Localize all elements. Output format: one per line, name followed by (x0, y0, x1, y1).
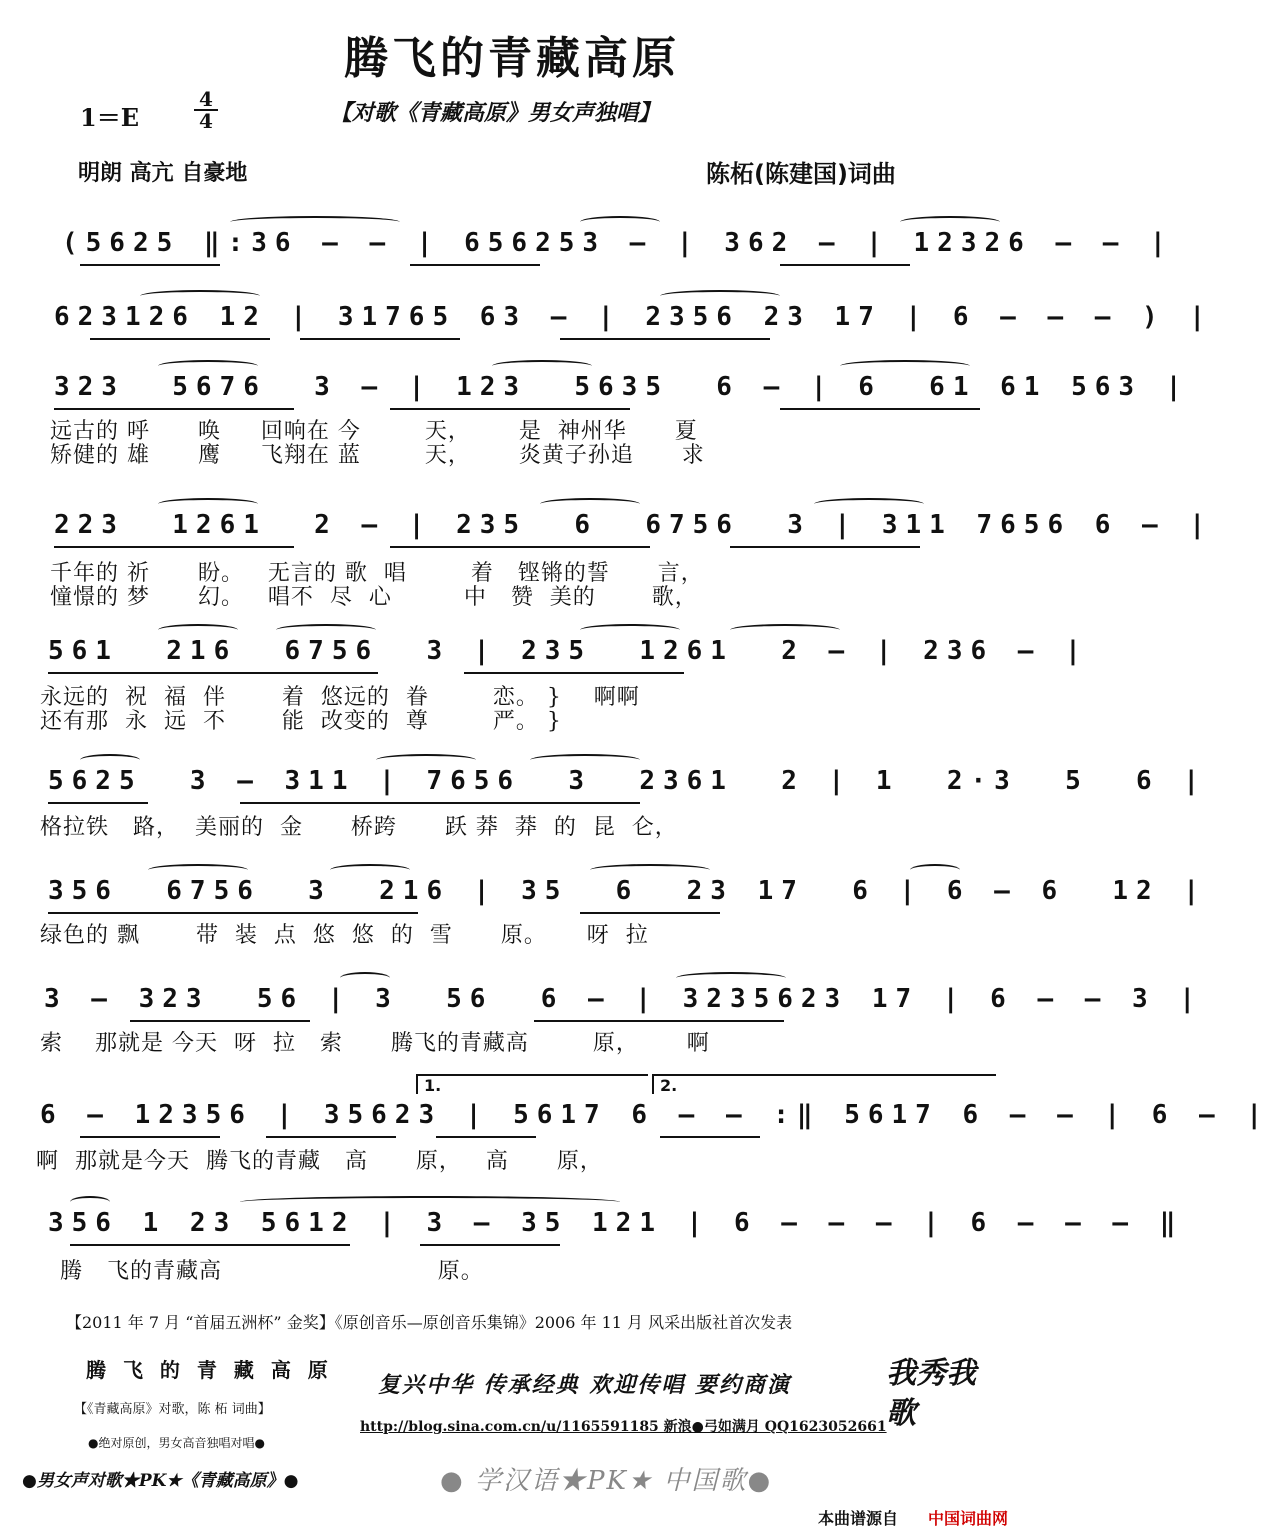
first-ending-bracket: 1. (416, 1074, 648, 1094)
beam-underline (730, 546, 920, 548)
tie-arc (158, 498, 258, 510)
tie-arc (900, 216, 1000, 228)
notation-line: 3 — 323 56 | 3 56 6 — | 3235623 17 | 6 — — 3 | (44, 984, 1204, 1014)
beam-underline (90, 338, 270, 340)
beam-underline (390, 408, 630, 410)
tie-arc (80, 754, 140, 766)
beam-underline (70, 1244, 350, 1246)
stamp-subtitle: 【《青藏高原》对歌，陈 柘 词曲】 (74, 1402, 271, 1417)
time-signature (192, 87, 220, 133)
tie-arc (676, 972, 786, 984)
tie-arc (158, 624, 238, 636)
beam-underline (240, 802, 640, 804)
beam-underline (130, 1020, 310, 1022)
tie-arc (376, 754, 476, 766)
signature-calligraphy: 我秀我歌 (886, 1356, 976, 1431)
beam-underline (420, 1244, 560, 1246)
notation-line: 356 1 23 5612 | 3 — 35 121 | 6 — — — | 6 — — — ‖ (48, 1208, 1184, 1238)
meter-top: 4 (199, 87, 213, 111)
meter-bottom: 4 (199, 109, 213, 133)
lyrics-verse-2: 矫健的 雄 鹰 飞翔在 蓝 天， 炎黄子孙追 求 (50, 443, 705, 468)
beam-underline (54, 408, 294, 410)
tempo-marking: 明朗 高亢 自豪地 (78, 161, 248, 186)
tie-arc (660, 290, 780, 302)
second-ending-bracket: 2. (652, 1074, 996, 1094)
notation-line: 623126 12 | 31765 63 — | 2356 23 17 | 6 — — — ) | (54, 302, 1214, 332)
lyrics-verse-2: 还有那 永 远 不 能 改变的 尊 严。 } (40, 709, 562, 734)
beam-underline (410, 264, 540, 266)
beam-underline (300, 338, 460, 340)
beam-underline (48, 672, 378, 674)
beam-underline (390, 546, 650, 548)
beam-underline (48, 802, 148, 804)
notation-line: 356 6756 3 216 | 35 6 23 17 6 | 6 — 6 12 | (48, 876, 1208, 906)
beam-underline (48, 912, 418, 914)
tie-arc (70, 1196, 110, 1208)
beam-underline (780, 264, 910, 266)
lyrics-verse-1: 啊 那就是今天 腾飞的青藏 高 原， 高 原， (36, 1149, 603, 1174)
tie-arc (276, 624, 376, 636)
tie-arc (840, 360, 970, 372)
bottom-banner-middle: ● 学汉语★PK★ 中国歌● (440, 1466, 773, 1496)
tie-arc (240, 1196, 620, 1208)
beam-underline (464, 672, 684, 674)
tie-arc (230, 216, 400, 228)
blog-link[interactable]: http://blog.sina.com.cn/u/1165591185 新浪●弓如满月 QQ1623052661 (360, 1419, 887, 1435)
award-publication-note: 【2011 年 7 月 “首届五洲杯” 金奖】《原创音乐—原创音乐集锦》2006 年 11 月 风采出版社首次发表 (66, 1313, 793, 1332)
tie-arc (492, 360, 592, 372)
beam-underline (54, 546, 294, 548)
song-subtitle: 【对歌《青藏高原》男女声独唱】 (330, 100, 661, 126)
notation-line: 5625 3 — 311 | 7656 3 2361 2 | 1 2·3 5 6 | (48, 766, 1208, 796)
beam-underline (80, 1136, 220, 1138)
beam-underline (660, 1136, 760, 1138)
tie-arc (590, 864, 710, 876)
stamp-note: ●绝对原创，男女高音独唱对唱● (88, 1436, 265, 1450)
tie-arc (814, 498, 924, 510)
tie-arc (140, 290, 260, 302)
source-label: 本曲谱源自 (818, 1509, 899, 1528)
beam-underline (580, 912, 720, 914)
notation-line: 561 216 6756 3 | 235 1261 2 — | 236 — | (48, 636, 1089, 666)
tie-arc (580, 624, 680, 636)
source-site-link[interactable]: 中国词曲网 (928, 1509, 1009, 1528)
lyrics-verse-1: 绿色的 飘 带 装 点 悠 悠 的 雪 原。 呀 拉 (40, 923, 649, 948)
notation-line: 323 5676 3 — | 123 5635 6 — | 6 61 61 563 | (54, 372, 1190, 402)
tie-arc (540, 498, 640, 510)
lyrics-verse-1: 永远的 祝 福 伴 着 悠远的 眷 恋。 } 啊啊 (40, 685, 640, 710)
lyrics-verse-2: 憧憬的 梦 幻。 唱不 尽 心 中 赞 美的 歌， (50, 585, 698, 610)
lyrics-verse-1: 格拉铁 路， 美丽的 金 桥跨 跃 莽 莽 的 昆 仑， (40, 815, 678, 840)
beam-underline (266, 1136, 396, 1138)
beam-underline (780, 408, 980, 410)
notation-line: 223 1261 2 — | 235 6 6756 3 | 311 7656 6 — | (54, 510, 1214, 540)
key-signature: 1＝E (80, 103, 139, 132)
song-title: 腾飞的青藏高原 (344, 33, 680, 84)
bottom-banner-left: ●男女声对歌★PK★《青藏高原》● (22, 1471, 299, 1491)
lyrics-verse-1: 千年的 祈 盼。 无言的 歌 唱 着 铿锵的誓 言， (50, 561, 704, 586)
stamp-title: 腾 飞 的 青 藏 高 原 (86, 1358, 333, 1382)
beam-underline (80, 264, 220, 266)
notation-line: 6 — 12356 | 35623 | 5617 6 — — :‖ 5617 6 — — | 6 — | (40, 1100, 1270, 1130)
tie-arc (910, 864, 960, 876)
lyrics-verse-1: 腾 飞的青藏高 原。 (60, 1259, 484, 1284)
lyrics-verse-1: 远古的 呼 唤 回响在 今 天， 是 神州华 夏 (50, 419, 698, 444)
slogan-text: 复兴中华 传承经典 欢迎传唱 要约商演 (378, 1372, 791, 1398)
tie-arc (730, 624, 840, 636)
lyrics-verse-1: 索 那就是 今天 呀 拉 索 腾飞的青藏高 原， 啊 (40, 1031, 710, 1056)
tie-arc (340, 972, 390, 984)
beam-underline (534, 1020, 784, 1022)
tie-arc (158, 360, 258, 372)
tie-arc (330, 864, 410, 876)
notation-line: (5625 ‖:36 — — | 656253 — | 362 — | 12326 — — | (62, 228, 1174, 258)
tie-arc (580, 216, 660, 228)
beam-underline (436, 1136, 536, 1138)
tie-arc (530, 754, 640, 766)
composer-credit: 陈柘(陈建国)词曲 (706, 160, 896, 188)
beam-underline (560, 338, 770, 340)
tie-arc (148, 864, 248, 876)
